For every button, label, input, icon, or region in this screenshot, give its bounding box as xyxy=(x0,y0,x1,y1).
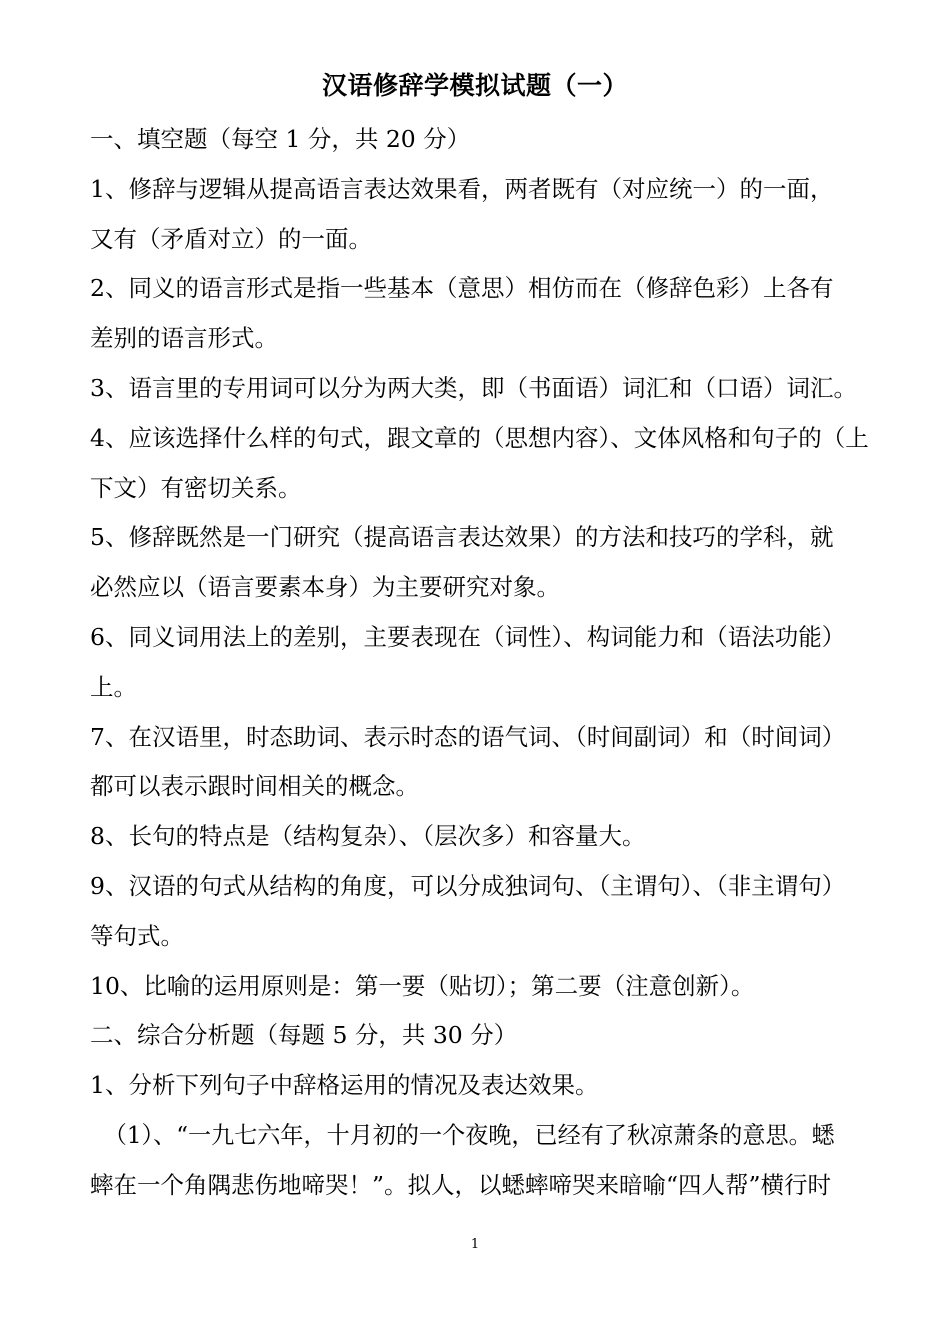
text-line: （1）、“一九七六年，十月初的一个夜晚，已经有了秋凉萧条的意思。蟋 xyxy=(103,1120,835,1149)
section-heading: 一、填空题（每空 1 分，共 20 分） xyxy=(90,125,471,153)
text-line: 4、应该选择什么样的句式，跟文章的（思想内容）、文体风格和句子的（上 xyxy=(90,423,869,452)
text-line: 又有（矛盾对立）的一面。 xyxy=(90,224,372,253)
text-line: 2、同义的语言形式是指一些基本（意思）相仿而在（修辞色彩）上各有 xyxy=(90,274,834,303)
text-line: 1、分析下列句子中辞格运用的情况及表达效果。 xyxy=(90,1071,599,1100)
text-line: 8、长句的特点是（结构复杂）、（层次多）和容量大。 xyxy=(90,822,646,851)
text-line: 等句式。 xyxy=(90,921,184,950)
text-line: 蟀在一个角隅悲伤地啼哭！”。拟人，以蟋蟀啼哭来暗喻“四人帮”横行时 xyxy=(90,1170,832,1199)
text-line: 10、比喻的运用原则是：第一要（贴切）；第二要（注意创新）。 xyxy=(90,971,755,1000)
document-body xyxy=(90,115,910,1211)
text-line: 都可以表示跟时间相关的概念。 xyxy=(90,772,419,801)
text-line: 9、汉语的句式从结构的角度，可以分成独词句、（主谓句）、（非主谓句） xyxy=(90,871,846,900)
text-line: 上。 xyxy=(90,672,137,701)
text-line: 7、在汉语里，时态助词、表示时态的语气词、（时间副词）和（时间词） xyxy=(90,722,846,751)
text-line: 必然应以（语言要素本身）为主要研究对象。 xyxy=(90,573,560,602)
page-title: 汉语修辞学模拟试题（一） xyxy=(321,71,628,100)
text-line: 5、修辞既然是一门研究（提高语言表达效果）的方法和技巧的学科，就 xyxy=(90,523,834,552)
text-line: 下文）有密切关系。 xyxy=(90,473,302,502)
section-heading: 二、综合分析题（每题 5 分，共 30 分） xyxy=(90,1021,518,1050)
text-line: 1、修辞与逻辑从提高语言表达效果看，两者既有（对应统一）的一面， xyxy=(90,174,834,203)
text-line: 6、同义词用法上的差别，主要表现在（词性）、构词能力和（语法功能） xyxy=(90,622,846,651)
text-line: 3、语言里的专用词可以分为两大类，即（书面语）词汇和（口语）词汇。 xyxy=(90,373,857,402)
text-line: 差别的语言形式。 xyxy=(90,324,278,353)
page-number: 1 xyxy=(470,1237,480,1252)
